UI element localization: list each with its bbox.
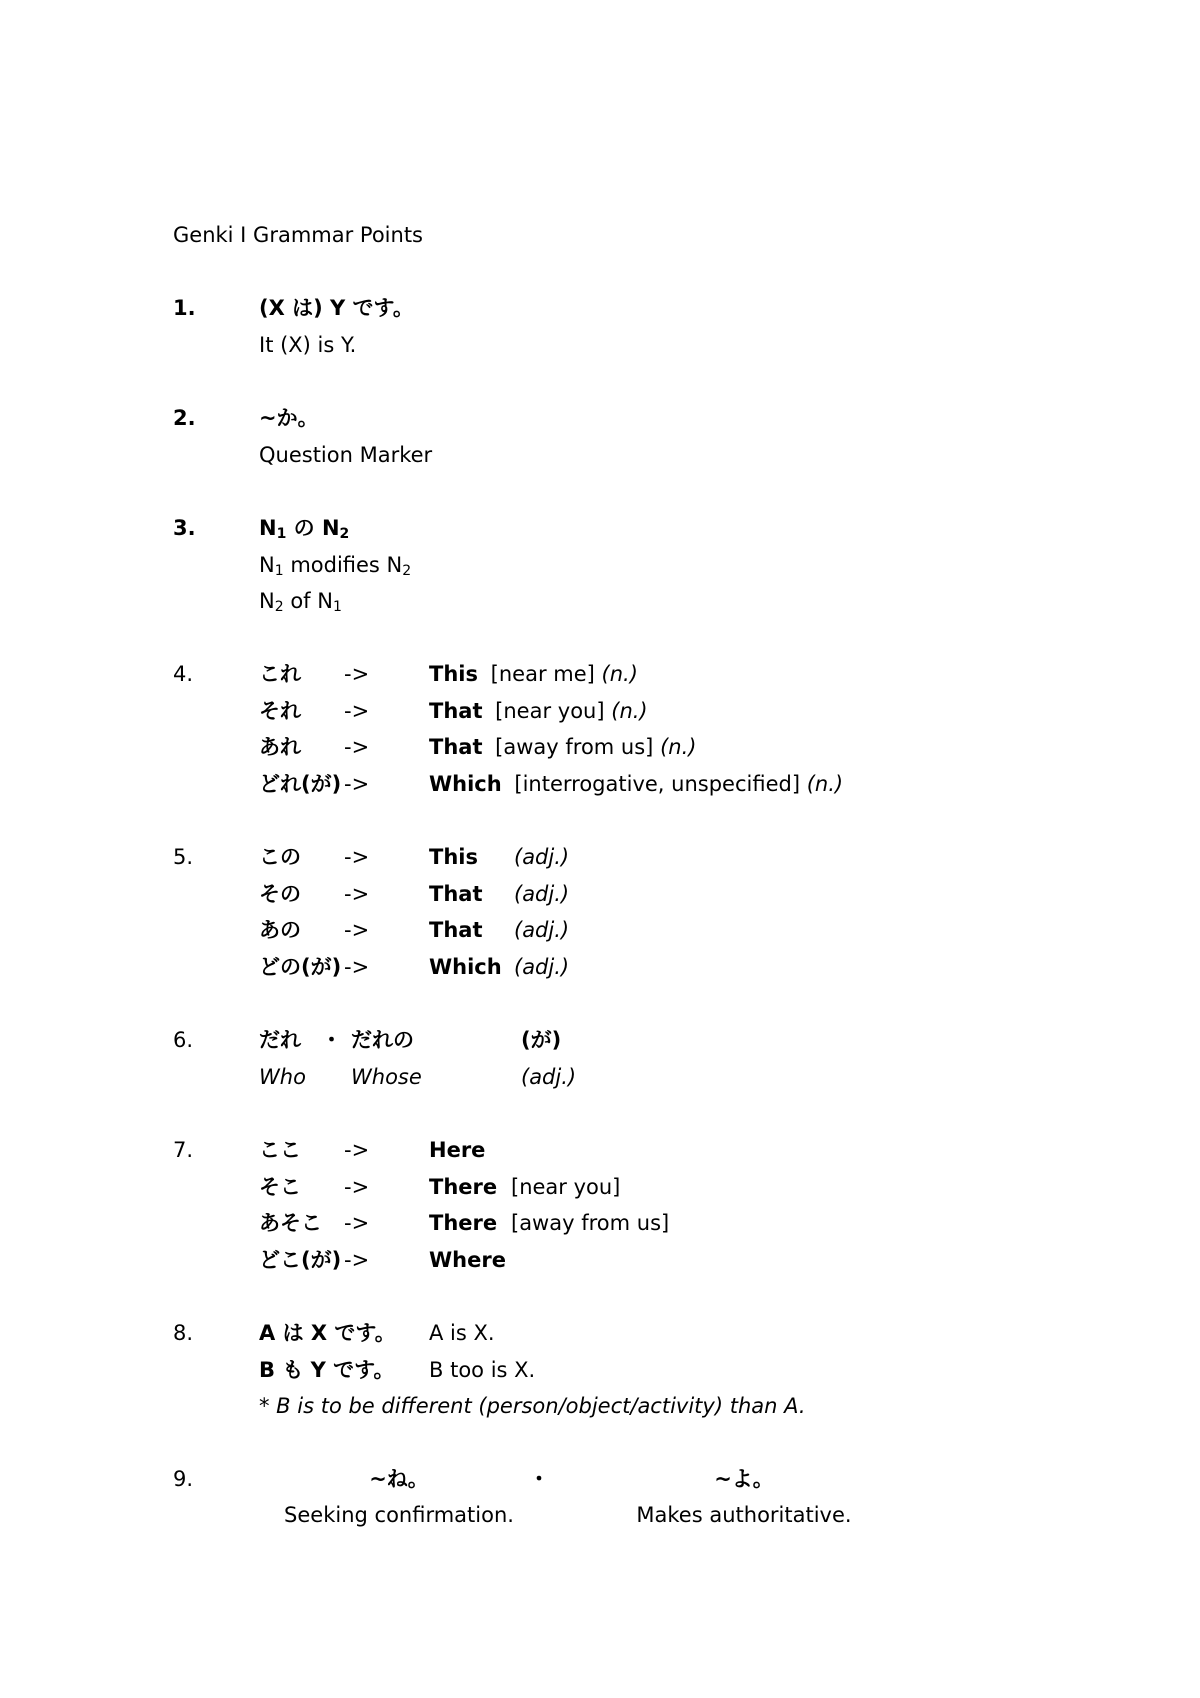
item-number: 3. xyxy=(173,516,196,540)
location-row: ここ -> Here xyxy=(259,1138,486,1162)
item-number: 4. xyxy=(173,662,194,686)
particle-yo: ~よ。 xyxy=(714,1467,774,1491)
particle-yo-meaning: Makes authoritative. xyxy=(636,1503,852,1527)
location-row: どこ(が) -> Where xyxy=(259,1247,506,1272)
demonstrative-row: どれ(が) -> Which [interrogative, unspecified] (n.) xyxy=(259,771,844,796)
particle-ne-meaning: Seeking confirmation. xyxy=(284,1503,514,1527)
pattern: だれ だれの (が) xyxy=(259,1028,562,1052)
location-row: そこ -> There [near you] xyxy=(259,1174,621,1199)
demonstrative-row: その -> That (adj.) xyxy=(259,881,570,906)
pattern: (X は) Y です。 xyxy=(259,296,414,320)
item-number: 9. xyxy=(173,1467,194,1491)
item-number: 6. xyxy=(173,1028,194,1052)
item-number: 5. xyxy=(173,845,194,869)
explanation: It (X) is Y. xyxy=(259,332,357,357)
location-row: あそこ -> There [away from us] xyxy=(259,1211,670,1235)
item-number: 2. xyxy=(173,406,196,430)
pattern: ~か。 xyxy=(259,406,319,430)
demonstrative-row: あの -> That (adj.) xyxy=(259,918,570,942)
explanation: $N_2$ of $N_1$ xyxy=(259,589,342,615)
note: * B is to be different (person/object/activity) than A. xyxy=(259,1394,806,1418)
demonstrative-row: これ -> This [near me] (n.) xyxy=(259,662,638,686)
demonstrative-row: あれ -> That [away from us] (n.) xyxy=(259,735,697,759)
example-row: B も Y です。 B too is X. xyxy=(259,1357,536,1382)
demonstrative-row: それ -> That [near you] (n.) xyxy=(259,698,648,723)
explanation: Question Marker xyxy=(259,442,433,467)
example-row: A は X です。 A is X. xyxy=(259,1321,495,1345)
item-number: 1. xyxy=(173,296,196,320)
separator-dot: ・ xyxy=(321,1028,342,1052)
particle-ne: ~ね。 xyxy=(369,1467,429,1491)
demonstrative-row: この -> This (adj.) xyxy=(259,845,570,869)
separator-dot: ・ xyxy=(528,1467,550,1491)
page-title: Genki I Grammar Points xyxy=(173,223,423,247)
explanation: $N_1$ modifies $N_2$ xyxy=(259,552,412,579)
explanation: Who Whose (adj.) xyxy=(259,1064,577,1089)
pattern: $N_1$ の $N_2$ xyxy=(259,516,350,542)
item-number: 8. xyxy=(173,1321,194,1345)
item-number: 7. xyxy=(173,1138,194,1162)
demonstrative-row: どの(が) -> Which (adj.) xyxy=(259,954,570,979)
